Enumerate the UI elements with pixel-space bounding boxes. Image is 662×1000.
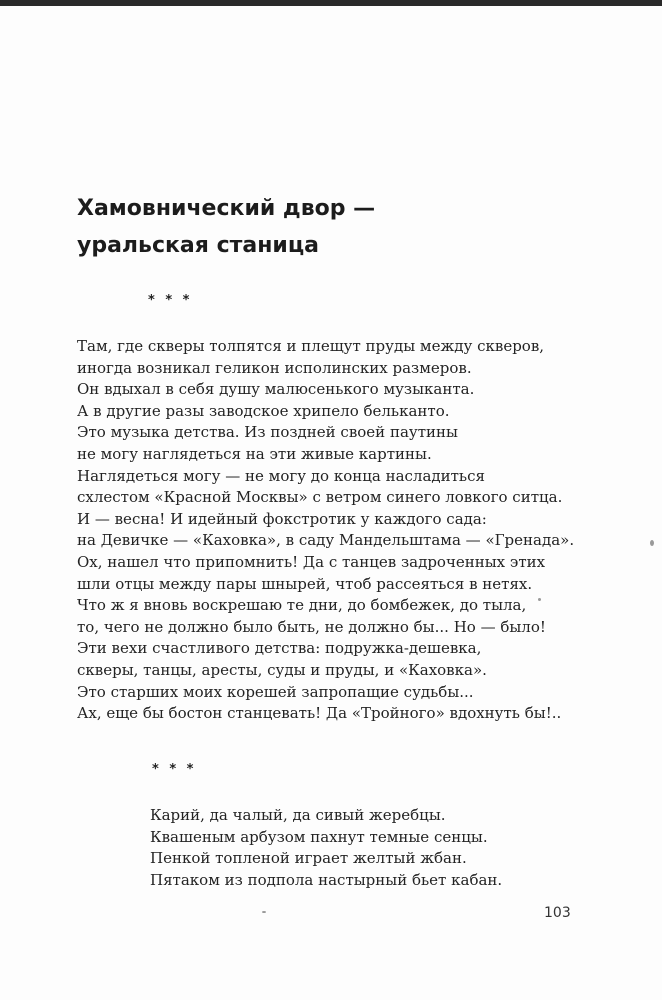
poem-line: Что ж я вновь воскрешаю те дни, до бомбежек, до тыла, bbox=[77, 596, 527, 615]
poem-line: шли отцы между пары шнырей, чтоб рассеяться в нетях. bbox=[77, 574, 533, 593]
poem-line: Это музыка детства. Из поздней своей паутины bbox=[77, 423, 458, 442]
poem-line: Это старших моих корешей запропащие судьбы... bbox=[77, 682, 474, 701]
scan-speck bbox=[262, 911, 266, 913]
poem-line: иногда возникал геликон исполинских размеров. bbox=[77, 358, 472, 377]
poem-line: А в другие разы заводское хрипело бельканто. bbox=[77, 401, 450, 420]
poem-line: на Девичке — «Каховка», в саду Мандельштама — «Гренада». bbox=[77, 531, 575, 550]
section-separator: * * * bbox=[152, 762, 197, 777]
poem-line: И — весна! И идейный фокстротик у каждого сада: bbox=[77, 509, 487, 528]
poem-line: Ах, еще бы бостон станцевать! Да «Тройного» вдохнуть бы!.. bbox=[77, 704, 562, 723]
poem-line: Ох, нашел что припомнить! Да с танцев задроченных этих bbox=[77, 552, 546, 571]
chapter-title-line: Хамовнический двор — bbox=[77, 196, 376, 221]
section-separator: * * * bbox=[148, 293, 193, 308]
poem-line: Квашеным арбузом пахнут темные сенцы. bbox=[150, 827, 488, 846]
poem-line: Пенкой топленой играет желтый жбан. bbox=[150, 849, 467, 868]
poem-line: Пятаком из подпола настырный бьет кабан. bbox=[150, 870, 503, 889]
poem-stanza bbox=[150, 805, 502, 891]
poem-stanza bbox=[77, 336, 574, 725]
poem-line: то, чего не должно было быть, не должно бы... Но — было! bbox=[77, 617, 546, 636]
page-number: 103 bbox=[544, 905, 571, 921]
poem-line: Он вдыхал в себя душу малюсенького музыканта. bbox=[77, 380, 475, 399]
poem-line: Эти вехи счастливого детства: подружка-дешевка, bbox=[77, 639, 482, 658]
poem-line: Наглядеться могу — не могу до конца насладиться bbox=[77, 466, 485, 485]
poem-line: не могу наглядеться на эти живые картины. bbox=[77, 444, 432, 463]
chapter-title-line: уральская станица bbox=[77, 233, 319, 258]
scan-speck bbox=[650, 540, 654, 546]
poem-line: скверы, танцы, аресты, суды и пруды, и «Каховка». bbox=[77, 660, 487, 679]
scan-speck bbox=[538, 598, 541, 601]
poem-line: Карий, да чалый, да сивый жеребцы. bbox=[150, 806, 446, 824]
poem-line: схлестом «Красной Москвы» с ветром синего ловкого ситца. bbox=[77, 488, 563, 507]
poem-line: Там, где скверы толпятся и плещут пруды между скверов, bbox=[77, 337, 545, 355]
chapter-title bbox=[77, 190, 375, 264]
